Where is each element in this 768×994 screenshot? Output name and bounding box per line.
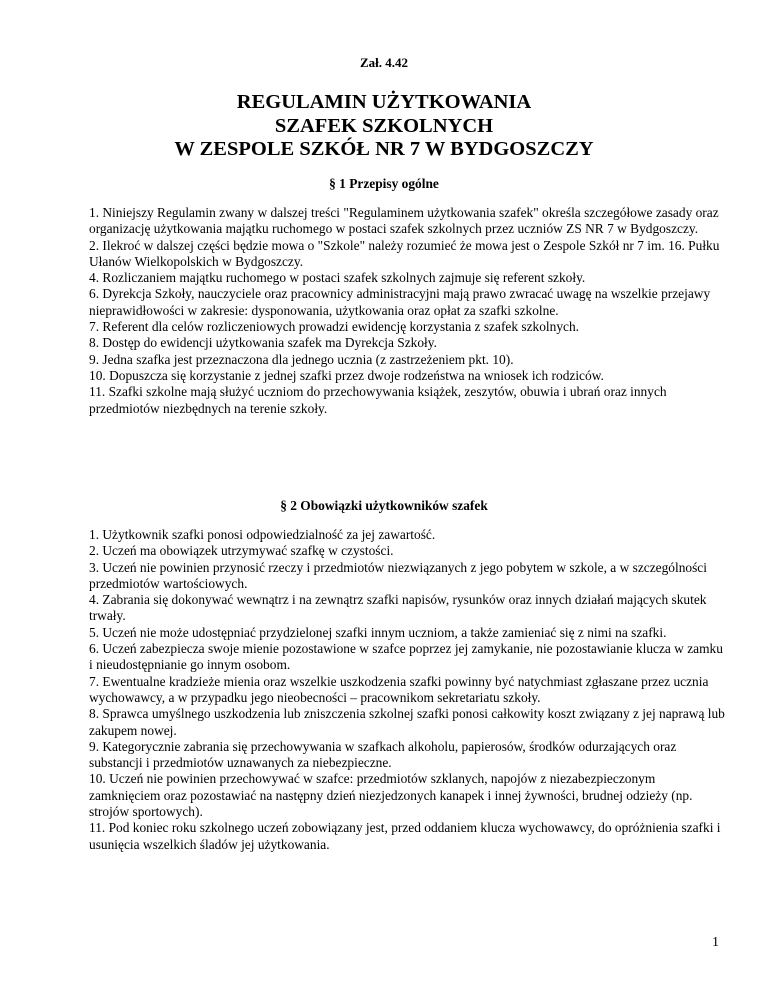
page-number: 1 bbox=[712, 935, 719, 950]
section-2-item: 6. Uczeń zabezpiecza swoje mienie pozostawione w szafce poprzez jej zamykanie, nie pozostawianie klucza w zamku i nieudostępnianie go innym osobom. bbox=[89, 641, 723, 673]
section-1-item: 1. Niniejszy Regulamin zwany w dalszej treści "Regulaminem użytkowania szafek" określa szczegółowe zasady oraz organizację użytkowania majątku ruchomego w postaci szafek szkolnych przez uczniów ZS NR 7 w Bydgoszczy. bbox=[89, 205, 719, 237]
section-1-item: 9. Jedna szafka jest przeznaczona dla jednego ucznia (z zastrzeżeniem pkt. 10). bbox=[89, 351, 514, 367]
section-1-item: 11. Szafki szkolne mają służyć uczniom do przechowywania książek, zeszytów, obuwia i ubrań oraz innych przedmiotów niezbędnych na terenie szkoły. bbox=[89, 384, 667, 416]
section-1-body bbox=[89, 205, 729, 417]
section-1-item: 8. Dostęp do ewidencji użytkowania szafek ma Dyrekcja Szkoły. bbox=[89, 335, 437, 351]
section-2-item: 3. Uczeń nie powinien przynosić rzeczy i przedmiotów niezwiązanych z jego pobytem w szkole, a w szczególności przedmiotów wartościowych. bbox=[89, 559, 707, 591]
title-line-2: SZAFEK SZKOLNYCH bbox=[274, 114, 494, 137]
section-2-item: 8. Sprawca umyślnego uszkodzenia lub zniszczenia szkolnej szafki ponosi całkowity koszt związany z jej naprawą lub zakupem nowej. bbox=[89, 706, 725, 738]
section-1-item: 4. Rozliczaniem majątku ruchomego w postaci szafek szkolnych zajmuje się referent szkoły. bbox=[89, 270, 586, 286]
attachment-label: Zał. 4.42 bbox=[359, 55, 409, 70]
document-title bbox=[0, 91, 768, 162]
section-2-item: 1. Użytkownik szafki ponosi odpowiedzialność za jej zawartość. bbox=[89, 527, 436, 542]
section-2-item: 4. Zabrania się dokonywać wewnątrz i na zewnątrz szafki napisów, rysunków oraz innych działań mających skutek trwały. bbox=[89, 592, 707, 624]
title-line-1: REGULAMIN UŻYTKOWANIA bbox=[236, 91, 532, 113]
section-1-item: 6. Dyrekcja Szkoły, nauczyciele oraz pracownicy administracyjni mają prawo zwracać uwagę na wszelkie przejawy nieprawidłowości w zakresie: dysponowania, użytkowania oraz opłat za szafki szkolne. bbox=[89, 286, 711, 318]
section-2-item: 5. Uczeń nie może udostępniać przydzielonej szafki innym uczniom, a także zamieniać się z nimi na szafki. bbox=[89, 624, 667, 640]
section-1-heading: § 1 Przepisy ogólne bbox=[329, 176, 439, 191]
section-1-item: 10. Dopuszcza się korzystanie z jednej szafki przez dwoje rodzeństwa na wniosek ich rodziców. bbox=[89, 367, 604, 383]
section-2-item: 9. Kategorycznie zabrania się przechowywania w szafkach alkoholu, papierosów, środków odurzających oraz substancji i przedmiotów uznawanych za niebezpieczne. bbox=[89, 738, 677, 771]
section-1-item: 7. Referent dla celów rozliczeniowych prowadzi ewidencję korzystania z szafek szkolnych. bbox=[89, 319, 580, 335]
section-2-item: 7. Ewentualne kradzieże mienia oraz wszelkie uszkodzenia szafki powinny być natychmiast zgłaszane przez ucznia wychowawcy, a w przypadku jego nieobecności – pracownikom sekretariatu szkoły. bbox=[89, 673, 709, 705]
section-1-item: 2. Ilekroć w dalszej części będzie mowa o "Szkole" należy rozumieć że mowa jest o Zespole Szkół nr 7 im. 16. Pułku Ułanów Wielkopolskich w Bydgoszczy. bbox=[89, 237, 720, 269]
section-2-item: 2. Uczeń ma obowiązek utrzymywać szafkę w czystości. bbox=[89, 543, 394, 559]
section-2-item: 10. Uczeń nie powinien przechowywać w szafce: przedmiotów szklanych, napojów z niezabezpieczonym zamknięciem oraz pozostawiać na następny dzień niezjedzonych kanapek i innej żywności, brudnej odzieży (np. strojów sportowych). bbox=[89, 771, 693, 820]
section-2-heading: § 2 Obowiązki użytkowników szafek bbox=[280, 498, 488, 513]
title-line-3: W ZESPOLE SZKÓŁ NR 7 W BYDGOSZCZY bbox=[174, 138, 594, 160]
section-2-body bbox=[89, 527, 729, 853]
section-2-item: 11. Pod koniec roku szkolnego uczeń zobowiązany jest, przed oddaniem klucza wychowawcy, do opróżnienia szafki i usunięcia wszelkich śladów jej użytkowania. bbox=[89, 820, 721, 852]
